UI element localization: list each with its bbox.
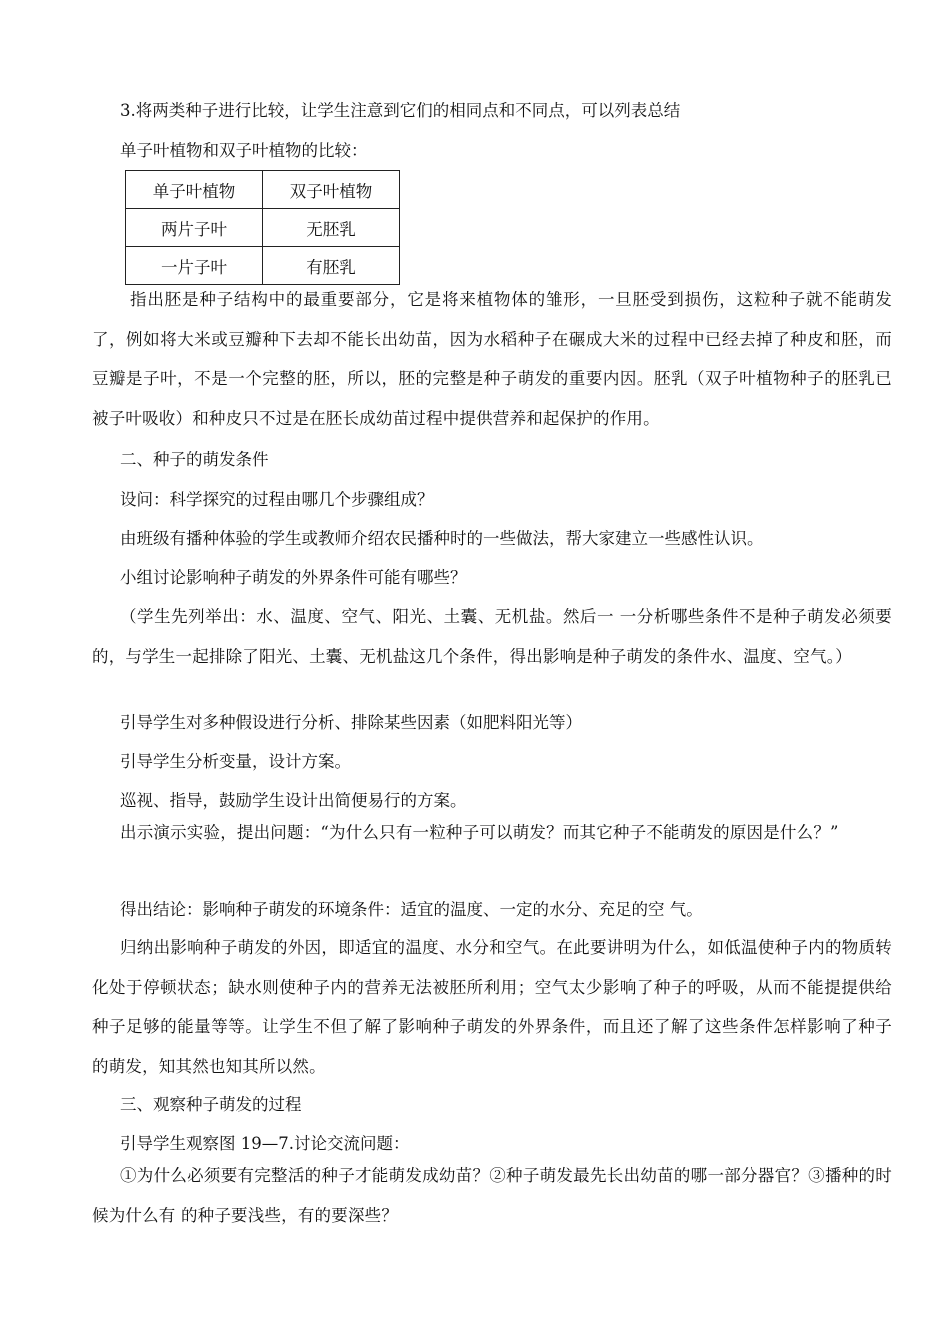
paragraph-summary: 归纳出影响种子萌发的外因，即适宜的温度、水分和空气。在此要讲明为什么，如低温使种子内的物质转化处于停顿状态；缺水则使种子内的营养无法被胚所利用；空气太少影响了种子的呼吸，从而不能提提供给种子足够的能量等等。让学生不但了解了影响种子萌发的外界条件，而且还了解了这些条件怎样影响了种子的萌发，知其然也知其所以然。 — [92, 938, 892, 1076]
table-header-cell: 单子叶植物 — [126, 171, 263, 209]
intro-line: 3.将两类种子进行比较，让学生注意到它们的相同点和不同点，可以列表总结 — [120, 101, 681, 120]
section-heading-3: 三、观察种子萌发的过程 — [120, 1095, 302, 1114]
table-caption: 单子叶植物和双子叶植物的比较： — [120, 141, 368, 160]
paragraph-conclusion: 得出结论：影响种子萌发的环境条件：适宜的温度、一定的水分、充足的空 气。 — [120, 900, 703, 919]
section-heading-2: 二、种子的萌发条件 — [120, 450, 269, 469]
table-cell: 一片子叶 — [126, 247, 263, 285]
paragraph-patrol: 巡视、指导，鼓励学生设计出简便易行的方案。 — [120, 791, 467, 810]
table-row — [126, 247, 400, 285]
paragraph-guide2: 引导学生分析变量，设计方案。 — [120, 752, 351, 771]
paragraph-group: 小组讨论影响种子萌发的外界条件可能有哪些？ — [120, 568, 467, 587]
table-header-row — [126, 171, 400, 209]
paragraph-embryo: 指出胚是种子结构中的最重要部分，它是将来植物体的雏形，一旦胚受到损伤，这粒种子就不能萌发了，例如将大米或豆瓣种下去却不能长出幼苗，因为水稻种子在碾成大米的过程中已经去掉了种皮和胚，而豆瓣是子叶，不是一个完整的胚，所以，胚的完整是种子萌发的重要内因。胚乳（双子叶植物种子的胚乳已被子叶吸收）和种皮只不过是在胚长成幼苗过程中提供营养和起保护的作用。 — [92, 290, 892, 428]
paragraph-observe: 引导学生观察图 19—7.讨论交流问题： — [120, 1134, 410, 1153]
paragraph-guide1: 引导学生对多种假设进行分析、排除某些因素（如肥料阳光等） — [120, 713, 582, 732]
paragraph-questions: ①为什么必须要有完整活的种子才能萌发成幼苗？②种子萌发最先长出幼苗的哪一部分器官？③播种的时候为什么有 的种子要浅些，有的要深些？ — [92, 1166, 892, 1225]
table-row — [126, 209, 400, 247]
table-header-cell: 双子叶植物 — [263, 171, 400, 209]
paragraph-intro-farm: 由班级有播种体验的学生或教师介绍农民播种时的一些做法，帮大家建立一些感性认识。 — [120, 529, 764, 548]
table-cell: 有胚乳 — [263, 247, 400, 285]
paragraph-q1: 设问：科学探究的过程由哪几个步骤组成？ — [120, 490, 434, 509]
paragraph-list: （学生先列举出：水、温度、空气、阳光、土囊、无机盐。然后一 一分析哪些条件不是种子萌发必须要的，与学生一起排除了阳光、土囊、无机盐这几个条件，得出影响是种子萌发的条件水、温度、空气。） — [92, 607, 892, 666]
comparison-table — [125, 170, 400, 285]
table-cell: 两片子叶 — [126, 209, 263, 247]
paragraph-demo: 出示演示实验，提出问题：“为什么只有一粒种子可以萌发？而其它种子不能萌发的原因是什么？” — [120, 823, 839, 842]
table-cell: 无胚乳 — [263, 209, 400, 247]
